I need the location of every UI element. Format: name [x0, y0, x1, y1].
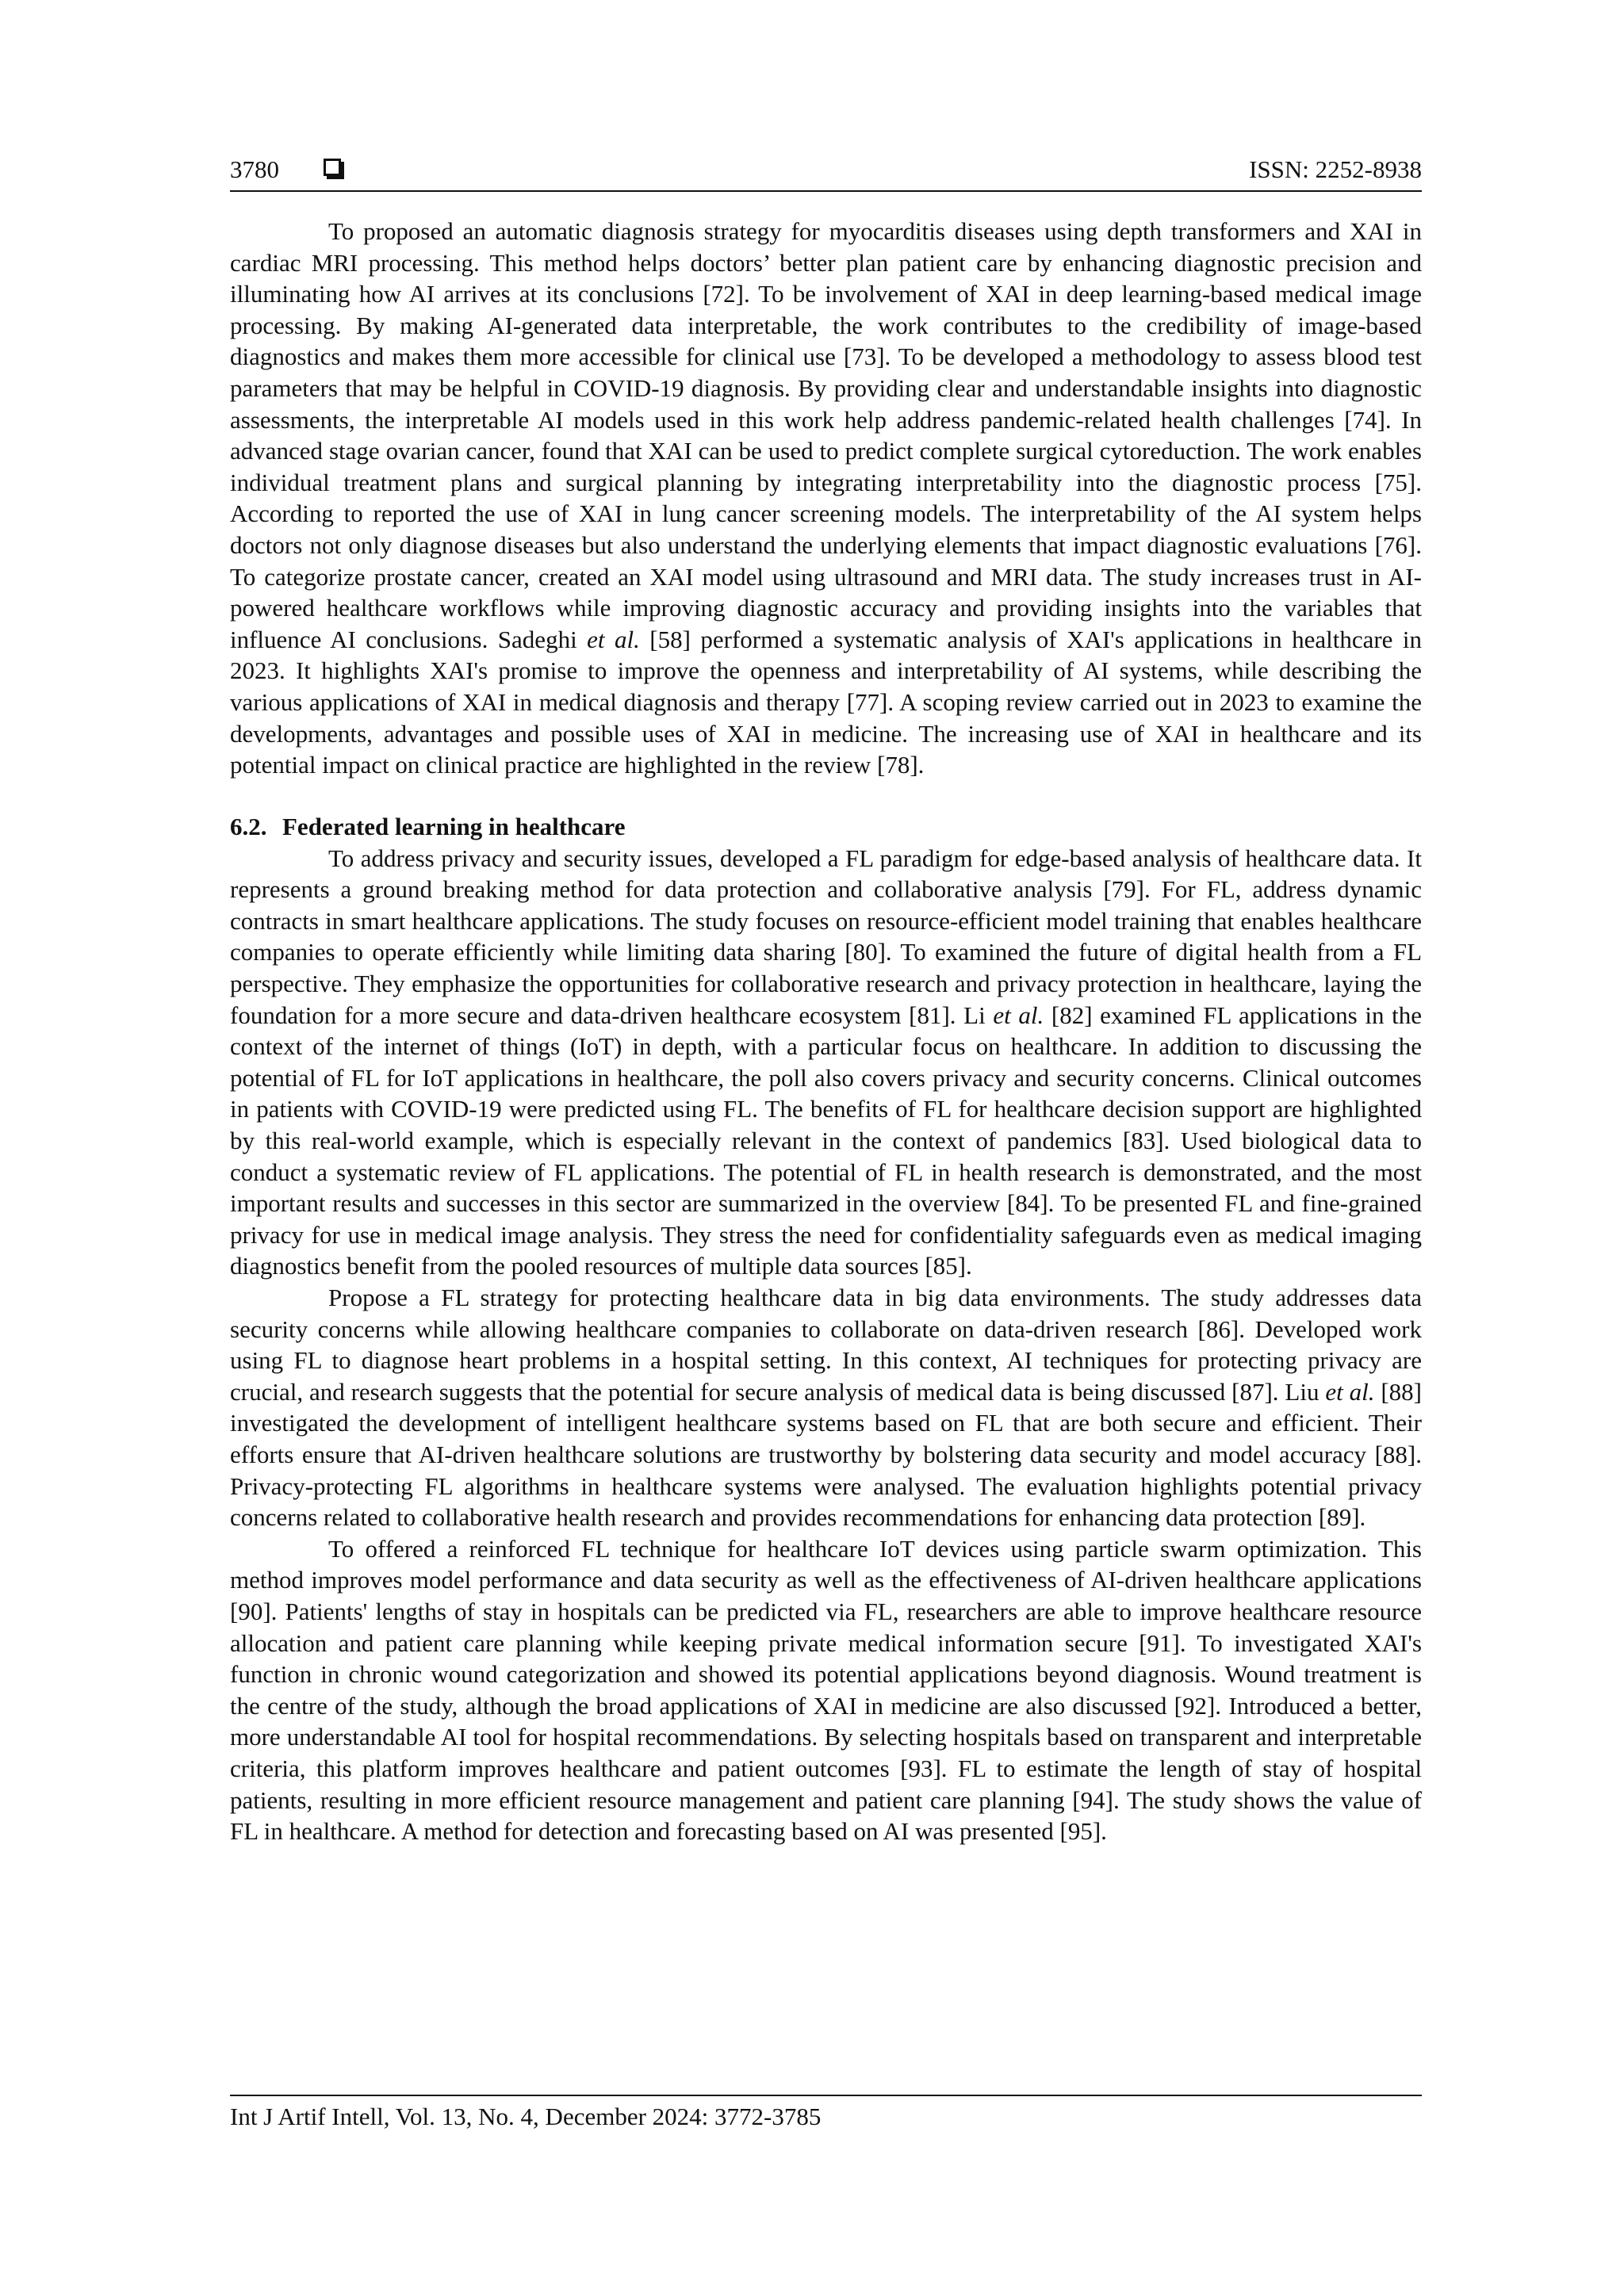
- et-al-italic: et al.: [993, 1001, 1044, 1029]
- checkbox-square-icon: [324, 159, 341, 176]
- issn-label: ISSN: 2252-8938: [1249, 155, 1422, 183]
- paragraph-text: Propose a FL strategy for protecting healthcare data in big data environments. The study addresses data security concerns while allowing healthcare companies to collaborate on data-driven research [86]. Developed work using FL to diagnose heart problems in a hospital setting. In this context, AI techniques for protecting privacy are crucial, and research suggests that the potential for secure analysis of medical data is being discussed [87]. Liu: [230, 1284, 1422, 1406]
- page-header: [230, 155, 1422, 192]
- paragraph-fl-big-data: [230, 1282, 1422, 1533]
- paragraph-text: To proposed an automatic diagnosis strategy for myocarditis diseases using depth transformers and XAI in cardiac MRI processing. This method helps doctors’ better plan patient care by enhancing diagnostic precision and illuminating how AI arrives at its conclusions [72]. To be involvement of XAI in deep learning-based medical image processing. By making AI-generated data interpretable, the work contributes to the credibility of image-based diagnostics and makes them more accessible for clinical use [73]. To be developed a methodology to assess blood test parameters that may be helpful in COVID-19 diagnosis. By providing clear and understandable insights into diagnostic assessments, the interpretable AI models used in this work help address pandemic-related health challenges [74]. In advanced stage ovarian cancer, found that XAI can be used to predict complete surgical cytoreduction. The work enables individual treatment plans and surgical planning by integrating interpretability into the diagnostic process [75]. According to reported the use of XAI in lung cancer screening models. The interpretability of the AI system helps doctors not only diagnose diseases but also understand the underlying elements that impact diagnostic evaluations [76]. To categorize prostate cancer, created an XAI model using ultrasound and MRI data. The study increases trust in AI-powered healthcare workflows while improving diagnostic accuracy and providing insights into the variables that influence AI conclusions. Sadeghi: [230, 217, 1422, 653]
- section-number: 6.2.: [230, 812, 267, 840]
- et-al-italic: et al.: [1325, 1377, 1375, 1406]
- paragraph-fl-privacy: [230, 843, 1422, 1282]
- page-number: 3780: [230, 155, 279, 183]
- paragraph-text: [58] performed a systematic analysis of XAI's applications in healthcare in 2023. It highlights XAI's promise to improve the openness and interpretability of AI systems, while describing the various applications of XAI in medical diagnosis and therapy [77]. A scoping review carried out in 2023 to examine the developments, advantages and possible uses of XAI in medicine. The increasing use of XAI in healthcare and its potential impact on clinical practice are highlighted in the review [78].: [230, 625, 1422, 779]
- footer-citation: Int J Artif Intell, Vol. 13, No. 4, December 2024: 3772-3785: [230, 2103, 822, 2130]
- article-body: [230, 216, 1422, 1847]
- section-title: Federated learning in healthcare: [282, 812, 626, 840]
- paragraph-text: To address privacy and security issues, developed a FL paradigm for edge-based analysis of healthcare data. It represents a ground breaking method for data protection and collaborative analysis [79]. For FL, address dynamic contracts in smart healthcare applications. The study focuses on resource-efficient model training that enables healthcare companies to operate efficiently while limiting data sharing [80]. To examined the future of digital health from a FL perspective. They emphasize the opportunities for collaborative research and privacy protection in healthcare, laying the foundation for a more secure and data-driven healthcare ecosystem [81]. Li: [230, 844, 1422, 1029]
- paragraph-text: [82] examined FL applications in the context of the internet of things (IoT) in depth, with a particular focus on healthcare. In addition to discussing the potential of FL for IoT applications in healthcare, the poll also covers privacy and security concerns. Clinical outcomes in patients with COVID-19 were predicted using FL. The benefits of FL for healthcare decision support are highlighted by this real-world example, which is especially relevant in the context of pandemics [83]. Used biological data to conduct a systematic review of FL applications. The potential of FL in health research is demonstrated, and the most important results and successes in this sector are summarized in the overview [84]. To be presented FL and fine-grained privacy for use in medical image analysis. They stress the need for confidentiality safeguards even as medical imaging diagnostics benefit from the pooled resources of multiple data sources [85].: [230, 1001, 1422, 1280]
- paragraph-fl-iot: To offered a reinforced FL technique for healthcare IoT devices using particle swarm optimization. This method improves model performance and data security as well as the effectiveness of AI-driven healthcare applications [90]. Patients' lengths of stay in hospitals can be predicted via FL, researchers are able to improve healthcare resource allocation and patient care planning while keeping private medical information secure [91]. To investigated XAI's function in chronic wound categorization and showed its potential applications beyond diagnosis. Wound treatment is the centre of the study, although the broad applications of XAI in medicine are also discussed [92]. Introduced a better, more understandable AI tool for hospital recommendations. By selecting hospitals based on transparent and interpretable criteria, this platform improves healthcare and patient outcomes [93]. FL to estimate the length of stay of hospital patients, resulting in more efficient resource management and patient care planning [94]. The study shows the value of FL in healthcare. A method for detection and forecasting based on AI was presented [95].: [230, 1534, 1422, 1846]
- footer-rule: [230, 2095, 1422, 2096]
- header-rule: [230, 190, 1422, 192]
- paragraph-text: [88] investigated the development of intelligent healthcare systems based on FL that are both secure and efficient. Their efforts ensure that AI-driven healthcare solutions are trustworthy by bolstering data security and model accuracy [88]. Privacy-protecting FL algorithms in healthcare systems were analysed. The evaluation highlights potential privacy concerns related to collaborative health research and provides recommendations for enhancing data protection [89].: [230, 1377, 1422, 1532]
- et-al-italic: et al.: [587, 625, 640, 653]
- paragraph-xai-diagnosis: [230, 216, 1422, 781]
- section-heading: [230, 811, 1422, 843]
